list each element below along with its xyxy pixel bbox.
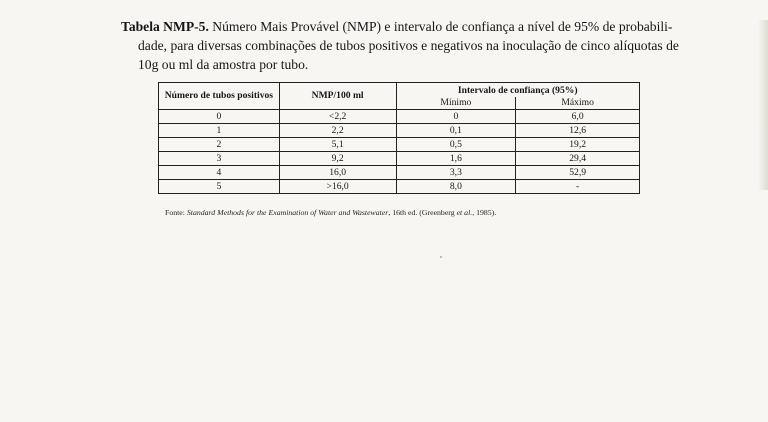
cell-nmp: 2,2 — [279, 124, 396, 138]
table-row — [159, 166, 640, 180]
cell-max: 6,0 — [516, 110, 640, 124]
cell-tubes: 0 — [159, 110, 280, 124]
cell-max: 12,6 — [516, 124, 640, 138]
cell-nmp: 5,1 — [279, 138, 396, 152]
cell-max: 19,2 — [516, 138, 640, 152]
header-nmp: NMP/100 ml — [279, 83, 396, 110]
source-suffix: , 1985). — [472, 208, 497, 217]
cell-nmp: <2,2 — [279, 110, 396, 124]
nmp-table — [158, 82, 640, 194]
cell-min: 1,6 — [396, 152, 516, 166]
cell-min: 0 — [396, 110, 516, 124]
cell-tubes: 4 — [159, 166, 280, 180]
page-edge-shadow — [758, 20, 768, 190]
cell-tubes: 2 — [159, 138, 280, 152]
source-middle: , 16th ed. (Greenberg — [388, 208, 457, 217]
cell-nmp: 9,2 — [279, 152, 396, 166]
source-prefix: Fonte: — [165, 208, 187, 217]
table-row — [159, 110, 640, 124]
cell-max: 29,4 — [516, 152, 640, 166]
table-caption — [121, 17, 681, 74]
caption-label: Tabela NMP-5. — [121, 19, 209, 34]
cell-tubes: 3 — [159, 152, 280, 166]
cell-min: 3,3 — [396, 166, 516, 180]
header-tubes: Número de tubos positivos — [159, 83, 280, 110]
cell-nmp: >16,0 — [279, 180, 396, 194]
header-row — [159, 83, 640, 98]
caption-text-1: Número Mais Provável (NMP) e intervalo de confiança a nível de 95% de probabili- — [212, 19, 673, 34]
cell-min: 8,0 — [396, 180, 516, 194]
table-row — [159, 138, 640, 152]
source-etal: et al. — [456, 208, 473, 217]
cell-min: 0,1 — [396, 124, 516, 138]
header-max: Máximo — [516, 97, 640, 110]
cell-max: - — [516, 180, 640, 194]
cell-max: 52,9 — [516, 166, 640, 180]
cell-min: 0,5 — [396, 138, 516, 152]
paper-speck — [440, 256, 442, 258]
header-min: Mínimo — [396, 97, 516, 110]
cell-tubes: 1 — [159, 124, 280, 138]
table-source — [165, 208, 496, 217]
table-row — [159, 124, 640, 138]
table-row — [159, 180, 640, 194]
source-title: Standard Methods for the Examination of Water and Wastewater — [186, 208, 389, 217]
table-row — [159, 152, 640, 166]
caption-line-1 — [121, 19, 672, 34]
cell-tubes: 5 — [159, 180, 280, 194]
caption-line-3: 10g ou ml da amostra por tubo. — [138, 57, 309, 72]
caption-line-2: dade, para diversas combinações de tubos positivos e negativos na inoculação de cinco alíquotas de — [138, 38, 679, 53]
header-interval: Intervalo de confiança (95%) — [396, 83, 639, 98]
cell-nmp: 16,0 — [279, 166, 396, 180]
